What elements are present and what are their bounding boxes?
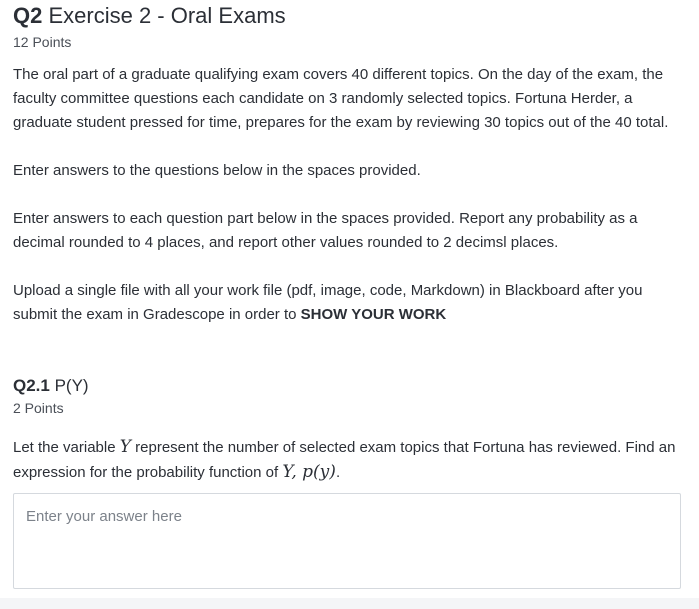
math-var-y: Y bbox=[119, 437, 131, 457]
show-your-work-emphasis: SHOW YOUR WORK bbox=[300, 306, 447, 323]
math-comma: , bbox=[291, 462, 303, 482]
prompt-text-2: represent the number of selected exam topics that Fortuna has reviewed. Find an expression for the probability function of bbox=[13, 439, 676, 481]
subquestion-header bbox=[13, 375, 89, 417]
subquestion-title-text: P(Y) bbox=[54, 376, 89, 395]
answer-input[interactable] bbox=[14, 494, 680, 588]
question-header bbox=[13, 3, 286, 51]
subquestion-title bbox=[13, 375, 89, 397]
question-intro: The oral part of a graduate qualifying exam covers 40 different topics. On the day of the exam, the faculty committee questions each candidate on 3 randomly selected topics. Fortuna Herder, a graduate student pressed for time, prepares for the exam by reviewing 30 topics out of the 40 total. bbox=[13, 66, 669, 131]
question-number: Q2 bbox=[13, 3, 43, 28]
subquestion-prompt bbox=[13, 435, 689, 485]
math-var-y-second: Y bbox=[282, 462, 292, 482]
question-title bbox=[13, 3, 286, 29]
question-title-text: Exercise 2 - Oral Exams bbox=[48, 3, 286, 28]
prompt-text-1: Let the variable bbox=[13, 439, 120, 456]
upload-instruction-text: Upload a single file with all your work file (pdf, image, code, Markdown) in Blackboard after you submit the exam in Gradescope in order to bbox=[13, 282, 643, 323]
question-points: 12 Points bbox=[13, 34, 72, 50]
page-bottom-strip bbox=[0, 598, 699, 609]
subquestion-points: 2 Points bbox=[13, 400, 64, 416]
math-p-of-y: p(y) bbox=[302, 462, 336, 482]
upload-instruction bbox=[13, 279, 689, 327]
enter-answers-instruction: Enter answers to the questions below in the spaces provided. bbox=[13, 162, 421, 179]
answer-box[interactable] bbox=[13, 493, 681, 589]
rounding-instruction: Enter answers to each question part below in the spaces provided. Report any probability as a decimal rounded to 4 places, and report other values rounded to 2 decimsl places. bbox=[13, 210, 638, 251]
subquestion-number: Q2.1 bbox=[13, 376, 50, 395]
prompt-period: . bbox=[335, 464, 341, 481]
